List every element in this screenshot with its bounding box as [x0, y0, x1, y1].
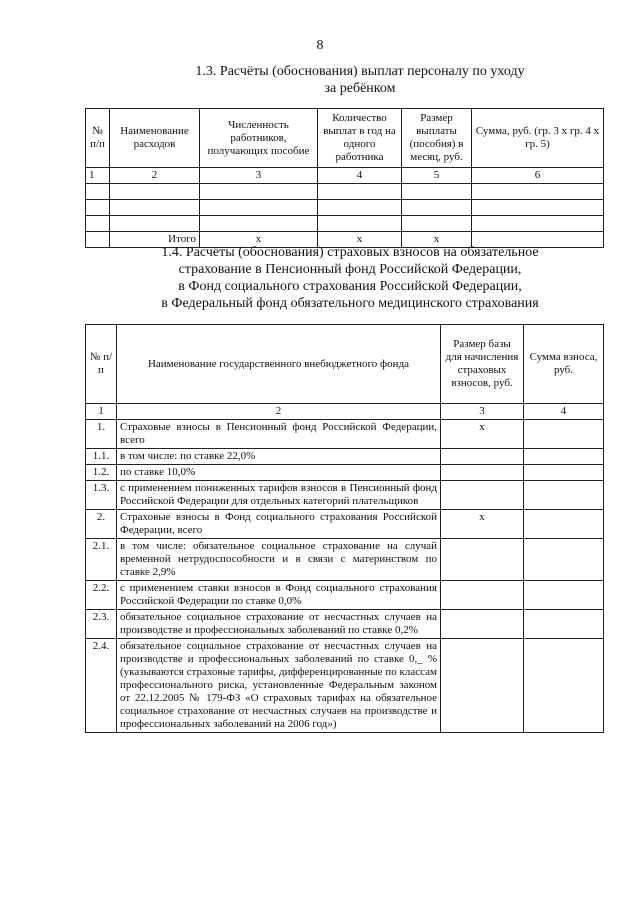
table-row [86, 481, 604, 510]
col-number: 2 [117, 404, 441, 420]
col-header: Численность работников, получающих пособие [200, 109, 318, 168]
row-sum [524, 639, 604, 733]
row-number: 2.4. [86, 639, 117, 733]
title-line: в Федеральный фонд обязательного медицинского страхования [161, 296, 539, 311]
table-row [86, 510, 604, 539]
col-number: 5 [402, 168, 472, 184]
row-number: 2.2. [86, 581, 117, 610]
row-number: 2. [86, 510, 117, 539]
col-number: 6 [472, 168, 604, 184]
table-row [86, 200, 604, 216]
row-base [441, 639, 524, 733]
table-row [86, 539, 604, 581]
row-sum [524, 449, 604, 465]
total-cell: х [402, 232, 472, 248]
col-number: 4 [524, 404, 604, 420]
row-base: х [441, 420, 524, 449]
row-name: в том числе: обязательное социальное страхование на случай временной нетрудоспособности и в связи с материнством по ставке 2,9% [117, 539, 441, 581]
col-number: 1 [86, 168, 110, 184]
col-header: № п/п [86, 109, 110, 168]
col-number: 2 [110, 168, 200, 184]
table-row [86, 449, 604, 465]
row-base [441, 581, 524, 610]
table-row [86, 216, 604, 232]
row-number: 1.2. [86, 465, 117, 481]
row-base [441, 465, 524, 481]
col-number: 3 [441, 404, 524, 420]
insurance-contributions-table [85, 324, 604, 733]
title-line: в Фонд социального страхования Российской Федерации, [178, 279, 522, 294]
row-name: с применением пониженных тарифов взносов в Пенсионный фонд Российской Федерации для отдельных категорий плательщиков [117, 481, 441, 510]
row-sum [524, 481, 604, 510]
column-number-row [86, 168, 604, 184]
title-line: 1.4. Расчёты (обоснования) страховых взносов на обязательное [161, 245, 539, 260]
table-row [86, 184, 604, 200]
col-header: Наименование государственного внебюджетного фонда [117, 325, 441, 404]
section-1-4-title [100, 244, 600, 312]
row-name: по ставке 10,0% [117, 465, 441, 481]
title-line: страхование в Пенсионный фонд Российской Федерации, [178, 262, 522, 277]
row-number: 1. [86, 420, 117, 449]
col-header: Размер выплаты (пособия) в месяц, руб. [402, 109, 472, 168]
total-label: Итого [110, 232, 200, 248]
row-sum [524, 581, 604, 610]
col-header: Сумма взноса, руб. [524, 325, 604, 404]
row-name: Страховые взносы в Пенсионный фонд Российской Федерации, всего [117, 420, 441, 449]
row-sum [524, 420, 604, 449]
row-base [441, 481, 524, 510]
table-row [86, 420, 604, 449]
col-number: 4 [318, 168, 402, 184]
col-number: 3 [200, 168, 318, 184]
row-number: 2.3. [86, 610, 117, 639]
row-sum [524, 510, 604, 539]
row-name: обязательное социальное страхование от несчастных случаев на производстве и профессиональных заболеваний по ставке 0,_ % (указываются страховые тарифы, дифференцированные по классам профессионального риска, установленные Федеральным законом от 22.12.2005 № 179-ФЗ «О страховых тарифах на обязательное социальное страхование от несчастных случаев на производстве и профессиональных заболеваний на 2006 год») [117, 639, 441, 733]
row-name: обязательное социальное страхование от несчастных случаев на производстве и профессиональных заболеваний по ставке 0,2% [117, 610, 441, 639]
row-sum [524, 610, 604, 639]
row-sum [524, 539, 604, 581]
table-row [86, 639, 604, 733]
title-line: 1.3. Расчёты (обоснования) выплат персоналу по уходу [195, 64, 525, 79]
row-number: 2.1. [86, 539, 117, 581]
table-row [86, 610, 604, 639]
row-name: в том числе: по ставке 22,0% [117, 449, 441, 465]
table-row [86, 581, 604, 610]
row-base [441, 449, 524, 465]
page-number: 8 [316, 38, 324, 53]
title-line: за ребёнком [324, 81, 396, 96]
column-number-row [86, 404, 604, 420]
col-header: Размер базы для начисления страховых взносов, руб. [441, 325, 524, 404]
row-base [441, 610, 524, 639]
row-name: с применением ставки взносов в Фонд социального страхования Российской Федерации по ставке 0,0% [117, 581, 441, 610]
row-base [441, 539, 524, 581]
section-1-3-title [120, 63, 600, 97]
row-name: Страховые взносы в Фонд социального страхования Российской Федерации, всего [117, 510, 441, 539]
col-header: № п/п [86, 325, 117, 404]
row-number: 1.3. [86, 481, 117, 510]
row-sum [524, 465, 604, 481]
total-cell: х [318, 232, 402, 248]
col-number: 1 [86, 404, 117, 420]
payments-table [85, 108, 604, 248]
row-base: х [441, 510, 524, 539]
total-cell: х [200, 232, 318, 248]
col-header: Количество выплат в год на одного работника [318, 109, 402, 168]
row-number: 1.1. [86, 449, 117, 465]
table-row [86, 465, 604, 481]
col-header: Наименование расходов [110, 109, 200, 168]
col-header: Сумма, руб. (гр. 3 х гр. 4 х гр. 5) [472, 109, 604, 168]
